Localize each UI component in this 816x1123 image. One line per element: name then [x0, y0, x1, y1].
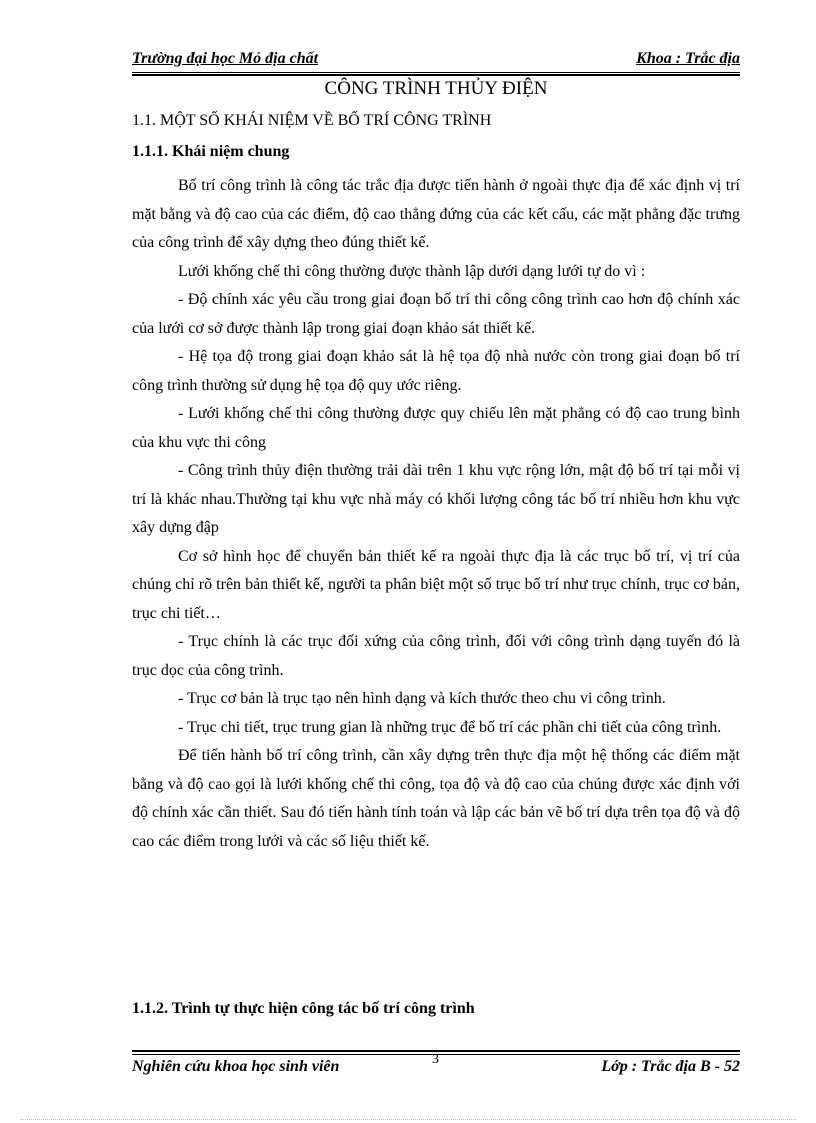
subsection-heading-1: 1.1.1. Khái niệm chung [132, 143, 290, 160]
paragraph: - Trục cơ bản là trục tạo nên hình dạng và kích thước theo chu vi công trình. [178, 690, 666, 707]
page-header [132, 50, 740, 72]
paragraph: Để tiến hành bố trí công trình, cần xây dựng trên thực địa một hệ thống các điểm mặt bằng và độ cao gọi là lưới khống chế thi công, tọa độ và độ cao của chúng được xác định với độ chính xác cần thiết. Sau đó tiến hành tính toán và lập các bản vẽ bố trí dựa trên tọa độ và độ cao các điểm trong lưới và các số liệu thiết kế. [132, 747, 740, 850]
page-title: CÔNG TRÌNH THỦY ĐIỆN [324, 78, 548, 99]
header-divider [132, 72, 740, 76]
paragraph: - Độ chính xác yêu cầu trong giai đoạn bố trí thi công công trình cao hơn độ chính xác của lưới cơ sở được thành lập trong giai đoạn khảo sát thiết kế. [132, 291, 740, 337]
page-edge-divider [20, 1119, 796, 1120]
paragraph: - Hệ tọa độ trong giai đoạn khảo sát là hệ tọa độ nhà nước còn trong giai đoạn bố trí công trình thường sử dụng hệ tọa độ quy ước riêng. [132, 348, 740, 394]
subsection-heading-2: 1.1.2. Trình tự thực hiện công tác bố trí công trình [132, 1000, 475, 1017]
paragraph: - Công trình thủy điện thường trải dài trên 1 khu vực rộng lớn, mật độ bố trí tại mỗi vị trí là khác nhau.Thường tại khu vực nhà máy có khối lượng công tác bố trí nhiều hơn khu vực xây dựng đập [132, 462, 740, 536]
footer-research-label: Nghiên cứu khoa học sinh viên [132, 1058, 340, 1075]
paragraph: - Trục chi tiết, trục trung gian là những trục để bố trí các phần chi tiết của công trình. [178, 718, 722, 736]
paragraph: Cơ sở hình học để chuyển bản thiết kế ra ngoài thực địa là các trục bố trí, vị trí của chúng chỉ rõ trên bản thiết kế, người ta phân biệt một số trục bố trí như trục chính, trục cơ bản, trục chi tiết… [132, 547, 740, 622]
page-number: 3 [432, 1052, 439, 1067]
paragraph: Bố trí công trình là công tác trắc địa được tiến hành ở ngoài thực địa để xác định vị trí mặt bằng và độ cao của các điểm, độ cao thẳng đứng của các kết cấu, các mặt phẳng đặc trưng của công trình để xây dựng theo đúng thiết kế. [132, 177, 740, 251]
body-text [132, 172, 740, 856]
paragraph: Lưới khống chế thi công thường được thành lập dưới dạng lưới tự do vì : [178, 262, 646, 280]
footer-class-label: Lớp : Trắc địa B - 52 [601, 1058, 740, 1075]
header-university: Trường đại học Mỏ địa chất [132, 50, 319, 67]
paragraph: - Trục chính là các trục đối xứng của công trình, đối với công trình dạng tuyến đó là trục dọc của công trình. [132, 633, 740, 679]
section-heading: 1.1. MỘT SỐ KHÁI NIỆM VỀ BỐ TRÍ CÔNG TRÌNH [132, 112, 492, 129]
header-faculty: Khoa : Trắc địa [636, 50, 740, 67]
paragraph: - Lưới khống chế thi công thường được quy chiếu lên mặt phẳng có độ cao trung bình của khu vực thi công [132, 405, 740, 451]
page-footer [132, 1052, 740, 1080]
